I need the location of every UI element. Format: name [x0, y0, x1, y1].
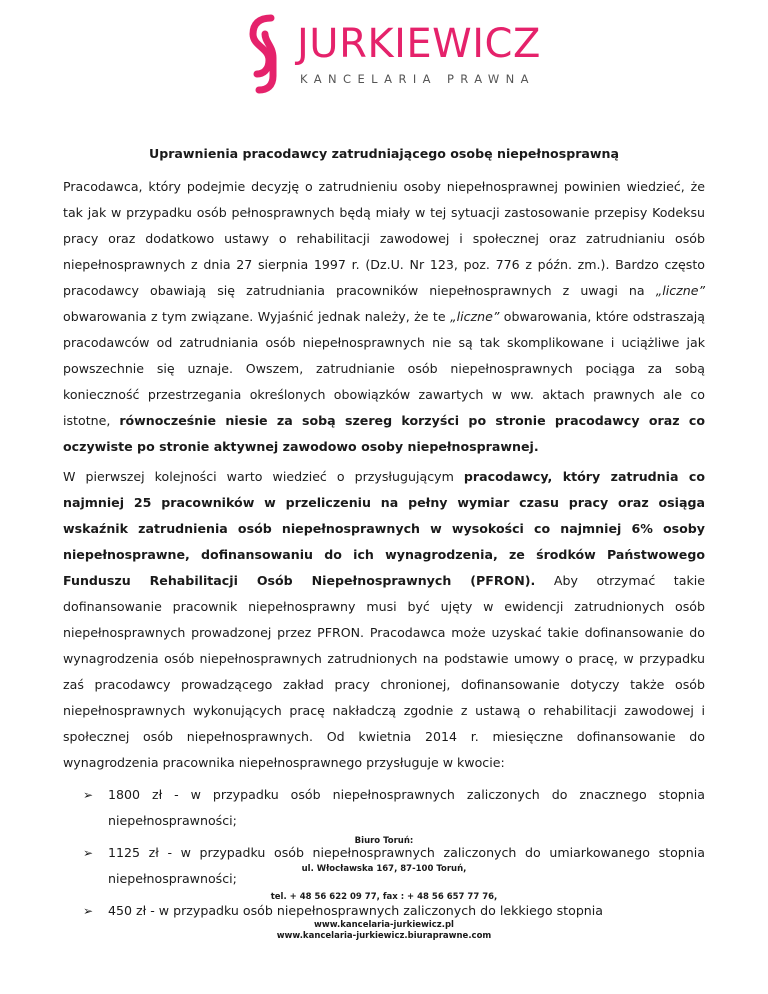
arrow-bullet-icon: ➢: [83, 904, 94, 918]
footer-website-1[interactable]: www.kancelaria-jurkiewicz.pl: [314, 920, 454, 930]
page-footer: [0, 836, 768, 942]
p1-italic-1: „liczne”: [655, 283, 705, 298]
footer-website-2[interactable]: www.kancelaria-jurkiewicz.biuraprawne.com: [276, 931, 492, 941]
arrow-bullet-icon: ➢: [83, 788, 94, 802]
p1-text: Pracodawca, który podejmie decyzję o zatrudnieniu osoby niepełnosprawnej powinien wiedzieć, że tak jak w przypadku osób pełnosprawnych będą miały w tej sytuacji zastosowanie przepisy Kodeksu pracy oraz dodatkowo ustawy o rehabilitacji zawodowej i społecznej oraz zatrudnianiu osób niepełnosprawnych z dnia 27 sierpnia 1997 r. (Dz.U. Nr 123, poz. 776 z późn. zm.). Bardzo często pracodawcy obawiają się zatrudniania pracowników niepełnosprawnych z uwagi na: [63, 179, 705, 298]
p1-mid2: obwarowania, które odstraszają pracodawców od zatrudniania osób niepełnosprawnych nie są tak skomplikowane i uciążliwe jak powszechnie się uznaje. Owszem, zatrudnianie osób niepełnosprawnych pociąga za sobą konieczność przestrzegania określonych obowiązków zawartych w ww. aktach prawnych ale co istotne,: [63, 309, 705, 428]
list-item: ➢ 1800 zł - w przypadku osób niepełnosprawnych zaliczonych do znacznego stopnia niepełnosprawności;: [63, 782, 705, 834]
p2-rest: Aby otrzymać takie dofinansowanie pracownik niepełnosprawny musi być ujęty w ewidencji zatrudnionych osób niepełnosprawnych prowadzonej przez PFRON. Pracodawca może uzyskać takie dofinansowanie do wynagrodzenia osób niepełnosprawnych zatrudnionych na podstawie umowy o pracę, w przypadku zaś pracodawcy prowadzącego zakład pracy chronionej, dofinansowanie dotyczy także osób niepełnosprawnych wykonujących pracę nakładczą zgodnie z ustawą o rehabilitacji zawodowej i społecznej osób niepełnosprawnych. Od kwietnia 2014 r. miesięczne dofinansowanie do wynagrodzenia pracownika niepełnosprawnego przysługuje w kwocie:: [63, 573, 705, 770]
footer-address: ul. Włocławska 167, 87-100 Toruń,: [301, 864, 467, 874]
p2-bold: pracodawcy, który zatrudnia co najmniej 25 pracowników w przeliczeniu na pełny wymiar czasu pracy oraz osiąga wskaźnik zatrudnienia osób niepełnosprawnych w wysokości co najmniej 6% osoby niepełnosprawne, dofinansowaniu do ich wynagrodzenia, ze środków Państwowego Funduszu Rehabilitacji Osób Niepełnosprawnych (PFRON).: [63, 469, 706, 588]
p1-italic-2: „liczne”: [450, 309, 500, 324]
document-title: Uprawnienia pracodawcy zatrudniającego osobę niepełnosprawną: [148, 146, 620, 161]
paragraph-2: [63, 464, 705, 776]
arrow-bullet-icon: ➢: [83, 846, 94, 860]
footer-office: Biuro Toruń:: [354, 836, 414, 846]
brand-name: JURKIEWICZ: [297, 21, 541, 67]
paragraph-1: [63, 174, 705, 460]
brand-subtitle: KANCELARIA PRAWNA: [300, 72, 535, 86]
p1-bold: równocześnie niesie za sobą szereg korzyści po stronie pracodawcy oraz co oczywiste po stronie aktywnej zawodowo osoby niepełnosprawnej.: [63, 413, 705, 454]
logo-mark-icon: [243, 14, 283, 94]
list-item: ➢ 1125 zł - w przypadku osób niepełnosprawnych zaliczonych do umiarkowanego stopnia niepełnosprawności;: [63, 840, 705, 892]
footer-phone: tel. + 48 56 622 09 77, fax : + 48 56 657 77 76,: [270, 892, 498, 902]
p2-start: W pierwszej kolejności warto wiedzieć o przysługującym: [63, 469, 464, 484]
p1-mid: obwarowania z tym związane. Wyjaśnić jednak należy, że te: [63, 309, 451, 324]
document-body: [63, 174, 705, 930]
list-item: ➢ 450 zł - w przypadku osób niepełnosprawnych zaliczonych do lekkiego stopnia: [63, 898, 705, 924]
logo-header: [0, 14, 768, 94]
